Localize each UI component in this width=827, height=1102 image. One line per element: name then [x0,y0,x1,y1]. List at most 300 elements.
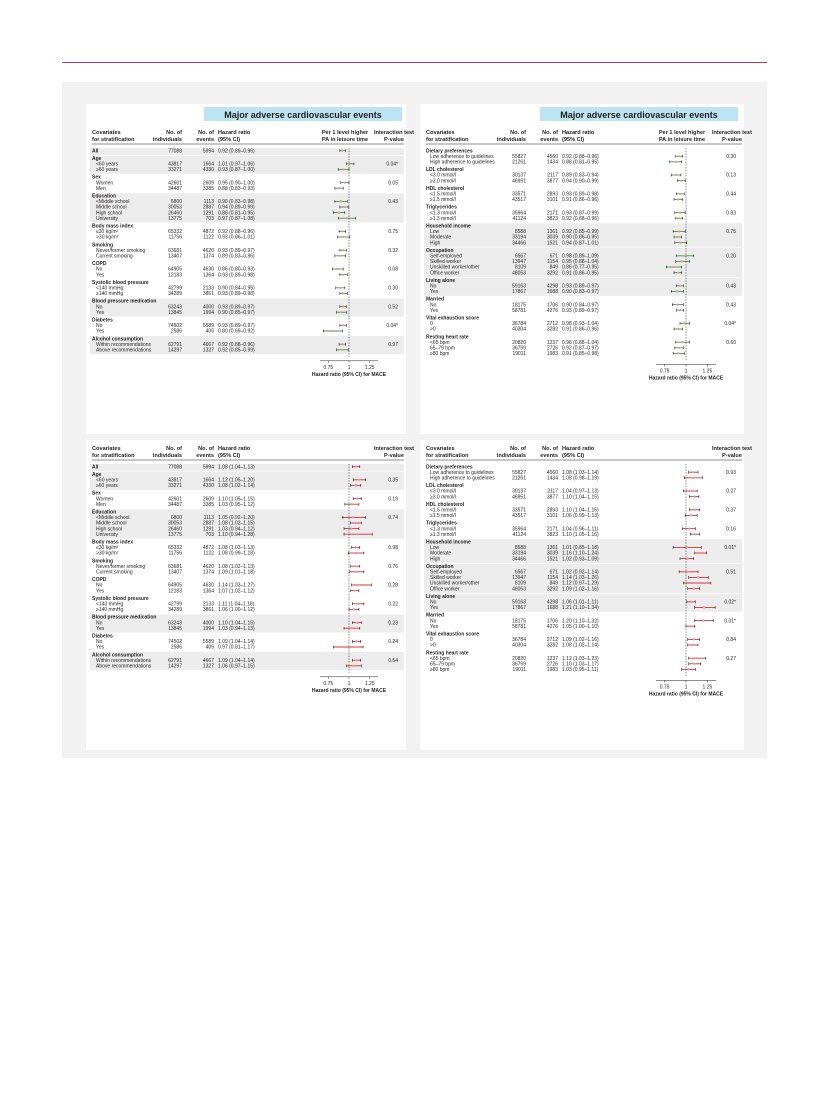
row-events: 4000 [202,304,214,311]
row-events: 2133 [202,601,214,608]
row-hazard-ratio: 1.12 (1.05–1.20) [218,477,255,484]
header-p-value: Interaction test P-value [373,130,415,143]
hr-point [677,352,679,354]
row-events: 1154 [547,575,558,582]
row-hazard-ratio: 0.93 (0.86–1.01) [218,234,255,241]
row-label: No [430,283,437,290]
row-individuals: 33271 [168,483,182,490]
row-hazard-ratio: 1.01 (0.97–1.06) [218,161,255,168]
header-events: No. of events [540,446,558,459]
row-hazard-ratio: 1.10 (1.03–1.17) [562,661,599,668]
row-events: 1237 [546,339,558,346]
row-p-value: 0.28 [388,582,398,589]
group-heading: Diabetes [92,633,113,640]
row-hazard-ratio: 1.12 (1.03–1.23) [562,655,599,662]
row-label: Above recommendations [96,347,152,354]
row-label: Above recommendations [96,663,152,670]
row-events: 4620 [202,563,214,570]
x-tick-label: 1.25 [702,368,713,375]
row-events: 3877 [546,178,558,185]
row-label: High school [96,526,123,533]
row-hazard-ratio: 1.02 (0.92–1.14) [562,569,599,576]
row-label: High adherence to guidelines [430,159,495,166]
hr-point [338,212,340,214]
row-label: Self-employed [430,569,462,576]
hr-point [342,168,344,170]
group-heading: Systolic blood pressure [92,279,149,286]
hr-point [355,565,357,567]
row-events: 2887 [202,204,214,211]
row-p-value: 0.52 [388,304,398,311]
row-events: 5994 [202,464,214,471]
row-hazard-ratio: 1.21 (1.10–1.34) [562,605,599,612]
row-hazard-ratio: 0.95 (0.88–1.04) [562,259,599,266]
row-individuals: 35964 [512,526,526,533]
hr-point [681,260,683,262]
row-p-value: 0.43 [388,199,398,206]
row-label: Men [96,501,106,508]
row-p-value: 0.27 [726,488,736,495]
row-label: 65–79 bpm [430,661,456,668]
row-events: 2893 [546,507,558,514]
row-events: 2171 [546,526,558,533]
hr-point [360,584,362,586]
hr-point [355,522,357,524]
row-individuals: 30053 [168,520,182,527]
row-individuals: 48053 [512,586,526,593]
forest-panel-top-left [86,104,415,434]
row-events: 3385 [202,501,214,508]
hr-point [341,349,343,351]
hr-point [681,341,683,343]
row-events: 3861 [202,607,214,614]
row-label: No [96,620,103,627]
row-hazard-ratio: 1.09 (1.02–1.16) [562,586,599,593]
header-covariates: Covariates for stratification [426,446,469,459]
row-p-value: 0.93 [726,469,736,476]
group-heading: Resting heart rate [426,650,469,657]
row-label: Yes [96,272,105,279]
row-p-value: 0.04* [386,323,398,330]
row-p-value: 0.02* [724,599,736,606]
row-hazard-ratio: 0.88 (0.81–0.95) [562,159,599,166]
row-hazard-ratio: 1.08 (1.02–1.14) [562,642,599,649]
row-label: Skilled worker [430,259,462,266]
row-events: 3039 [546,234,558,241]
hr-point [673,266,675,268]
row-hazard-ratio: 0.89 (0.83–0.96) [218,253,255,260]
row-individuals: 26460 [168,210,182,217]
row-label: Yes [430,307,439,314]
hr-point [676,304,678,306]
row-events: 671 [549,569,558,576]
row-events: 2117 [547,172,558,179]
row-events: 3292 [546,270,558,277]
header-individuals: No. of individuals [152,130,182,143]
x-tick-label: 1.25 [364,364,375,371]
hr-point [344,182,346,184]
hr-point [336,268,338,270]
row-hazard-ratio: 1.06 (1.01–1.11) [562,599,599,606]
row-hazard-ratio: 1.08 (1.02–1.13) [218,563,255,570]
row-p-value: 0.75 [726,229,736,236]
hr-point [355,546,357,548]
row-p-value: 0.51 [726,569,736,576]
row-events: 4872 [202,545,214,552]
row-label: ≥3.0 mmol/l [430,494,456,501]
row-hazard-ratio: 1.08 (0.98–1.19) [562,475,599,482]
header-covariates: Covariates for stratification [426,130,469,143]
row-p-value: 0.83 [726,210,736,217]
row-hazard-ratio: 0.91 (0.86–0.96) [562,197,599,204]
hr-point [355,552,357,554]
row-hazard-ratio: 1.09 (1.04–1.14) [218,639,255,646]
row-individuals: 42799 [168,285,182,292]
hr-point [678,347,680,349]
row-events: 1122 [203,234,214,241]
header-individuals: No. of individuals [152,446,182,459]
row-events: 3823 [546,531,558,538]
hr-point [338,187,340,189]
row-events: 1994 [202,625,214,632]
hr-point [353,665,355,667]
row-hazard-ratio: 1.14 (1.03–1.27) [218,582,255,589]
row-individuals: 33194 [512,550,526,557]
row-label: Yes [96,644,105,651]
row-hazard-ratio: 0.98 (0.89–1.09) [562,253,599,260]
hr-point [687,668,689,670]
hr-point [676,290,678,292]
row-events: 3101 [546,513,558,520]
row-p-value: 0.75 [388,229,398,236]
row-label: High [430,556,441,563]
row-label: Men [96,185,106,192]
row-events: 1706 [546,302,558,309]
row-label: <60 years [96,477,119,484]
header-covariates: Covariates for stratification [92,130,135,143]
row-p-value: 0.30 [388,285,398,292]
row-events: 3282 [546,326,558,333]
row-individuals: 6567 [514,569,526,576]
row-hazard-ratio: 1.04 (0.96–1.11) [562,526,599,533]
row-p-value: 0.08 [388,266,398,273]
row-p-value: 0.32 [388,247,398,254]
group-heading: Sex [92,490,101,497]
row-p-value: 0.37 [726,507,736,514]
row-label: Self-employed [430,253,462,260]
row-events: 4630 [202,266,214,273]
row-individuals: 65332 [168,229,182,236]
row-individuals: 26460 [168,526,182,533]
forest-plot-svg [86,440,415,750]
row-events: 4667 [202,341,214,348]
hr-point [677,198,679,200]
row-events: 2893 [546,191,558,198]
row-events: 2712 [546,321,558,328]
row-hazard-ratio: 0.88 (0.83–0.93) [218,185,255,192]
row-individuals: 40304 [512,642,526,649]
hr-point [354,590,356,592]
row-events: 1521 [546,556,558,563]
row-label: <60 years [96,161,119,168]
group-heading: HDL cholesterol [426,501,465,508]
hr-point [695,657,697,659]
forest-plot-svg [420,440,753,750]
row-hazard-ratio: 0.93 (0.89–0.97) [218,247,255,254]
row-individuals: 13407 [168,253,182,260]
hr-point [678,230,680,232]
row-label: <140 mmHg [96,601,124,608]
row-hazard-ratio: 0.86 (0.80–0.93) [218,266,255,273]
group-heading: LDL cholesterol [426,167,464,174]
row-label: Yes [96,328,105,335]
header-p-value: Interaction test P-value [711,130,753,143]
x-tick-label: 0.75 [659,684,670,691]
group-heading: Living alone [426,593,456,600]
row-individuals: 41124 [512,215,526,222]
row-individuals: 59163 [512,599,526,606]
row-individuals: 63681 [168,247,182,254]
hr-point [350,627,352,629]
row-events: 1113 [203,515,214,522]
row-label: <140 mmHg [96,285,124,292]
row-individuals: 62791 [168,657,182,664]
row-hazard-ratio: 1.06 (0.97–1.15) [218,663,255,670]
row-p-value: 0.27 [726,655,736,662]
hr-point [680,180,682,182]
row-individuals: 18175 [512,302,526,309]
row-hazard-ratio: 0.93 (0.89–0.98) [562,191,599,198]
row-events: 1664 [202,161,214,168]
hr-point [355,640,357,642]
row-individuals: 11756 [168,550,182,557]
group-heading: Dietary preferences [426,464,473,471]
row-individuals: 17867 [512,289,526,296]
row-individuals: 21261 [512,475,526,482]
header-hazard-ratio: Hazard ratio (95% CI) [562,446,595,459]
group-heading: Education [92,193,117,200]
row-events: 2726 [546,661,558,668]
row-hazard-ratio: 0.92 (0.88–0.96) [562,215,599,222]
row-events: 3861 [202,291,214,298]
row-individuals: 12183 [168,588,182,595]
row-label: Yes [430,289,439,296]
forest-panel-top-right [420,104,753,434]
row-label: ≥80 bpm [430,351,450,358]
row-events: 4276 [546,307,558,314]
row-events: 2712 [546,637,558,644]
row-hazard-ratio: 0.91 (0.86–0.96) [562,326,599,333]
row-individuals: 34487 [168,501,182,508]
row-label: <65 bpm [430,655,450,662]
row-individuals: 21261 [512,159,526,166]
group-heading: Vital exhaustion score [426,631,479,638]
header-individuals: No. of individuals [496,130,526,143]
row-individuals: 13845 [168,625,182,632]
row-events: 4560 [546,153,558,160]
row-individuals: 77088 [168,464,182,471]
row-hazard-ratio: 0.91 (0.86–0.95) [562,270,599,277]
row-hazard-ratio: 0.97 (0.81–1.17) [218,644,255,651]
row-label: Office worker [430,586,460,593]
row-individuals: 74502 [168,323,182,330]
row-hazard-ratio: 1.16 (1.10–1.24) [562,550,599,557]
hr-point [679,212,681,214]
row-events: 2117 [547,488,558,495]
group-heading: Systolic blood pressure [92,595,149,602]
row-label: >30 kg/m² [96,550,119,557]
hr-point [355,659,357,661]
row-label: Yes [96,625,105,632]
row-hazard-ratio: 1.08 (1.04–1.13) [218,464,255,471]
row-individuals: 58781 [512,623,526,630]
x-tick-label: 1.25 [702,684,713,691]
x-axis-label: Hazard ratio (95% CI) for MACE [311,687,387,694]
x-tick-label: 0.75 [323,364,334,371]
row-p-value: 0.23 [388,620,398,627]
row-hazard-ratio: 0.94 (0.89–0.99) [218,204,255,211]
group-heading: Education [92,509,117,516]
group-heading: Occupation [426,247,454,254]
row-label: Yes [96,309,105,316]
row-label: ≥60 years [96,483,118,490]
x-tick-label: 1 [684,684,688,691]
row-individuals: 13947 [512,259,526,266]
row-hazard-ratio: 1.01 (0.85–1.18) [562,545,599,552]
x-tick-label: 0.75 [659,368,670,375]
row-label: Never/former smoking [96,563,146,570]
hr-point [342,274,344,276]
row-p-value: 0.84 [726,637,736,644]
row-individuals: 41124 [512,531,526,538]
row-label: No [96,582,103,589]
row-events: 4630 [202,582,214,589]
group-heading: Triglycerides [426,520,457,527]
group-heading: HDL cholesterol [426,185,465,192]
row-events: 1983 [546,667,558,674]
hr-point [675,174,677,176]
row-events: 4620 [202,247,214,254]
row-label: 0 [430,637,433,644]
header-p-value: Interaction test P-value [373,446,415,459]
hr-point [693,509,695,511]
group-heading: All [92,148,99,155]
hr-point [693,638,695,640]
row-label: Within recommendations [96,657,152,664]
row-individuals: 14297 [168,347,182,354]
row-label: High [430,240,441,247]
row-p-value: 0.01* [724,545,736,552]
row-events: 5589 [202,639,214,646]
row-events: 1364 [202,588,214,595]
row-label: Office worker [430,270,460,277]
hr-point [690,601,692,603]
row-events: 1521 [546,240,558,247]
row-hazard-ratio: 1.09 (1.04–1.14) [218,657,255,664]
hr-point [687,558,689,560]
row-hazard-ratio: 0.90 (0.86–0.95) [562,234,599,241]
forest-panel-bottom-right [420,440,753,750]
hr-point [692,477,694,479]
row-hazard-ratio: 0.92 (0.89–0.96) [218,148,255,155]
row-individuals: 13845 [168,309,182,316]
group-heading: Household income [426,223,471,230]
row-p-value: 0.76 [388,563,398,570]
hr-point [355,484,357,486]
row-label: <Middle school [96,515,130,522]
row-events: 405 [205,644,214,651]
row-events: 1364 [202,272,214,279]
group-heading: Married [426,612,445,619]
row-hazard-ratio: 0.94 (0.90–0.99) [562,178,599,185]
row-hazard-ratio: 0.91 (0.85–0.98) [562,351,599,358]
row-individuals: 20820 [512,655,526,662]
row-label: <Middle school [96,199,130,206]
group-heading: Dietary preferences [426,148,473,155]
row-events: 3385 [202,185,214,192]
row-events: 5994 [202,148,214,155]
row-label: Never/former smoking [96,247,146,254]
row-label: 0 [430,321,433,328]
group-heading: COPD [92,261,107,268]
group-heading: Triglycerides [426,204,457,211]
group-heading: COPD [92,577,107,584]
row-individuals: 13775 [168,531,182,538]
row-p-value: 0.44 [726,191,736,198]
row-individuals: 30137 [512,488,526,495]
row-label: <65 bpm [430,339,450,346]
row-hazard-ratio: 0.95 (0.90–1.00) [218,180,255,187]
row-events: 3101 [546,197,558,204]
row-individuals: 36784 [512,637,526,644]
row-individuals: 17867 [512,605,526,612]
row-individuals: 64905 [168,582,182,589]
row-events: 671 [549,253,558,260]
row-events: 2133 [202,285,214,292]
row-hazard-ratio: 1.10 (1.05–1.16) [562,531,599,538]
hr-point [342,306,344,308]
row-events: 4276 [546,623,558,630]
row-individuals: 34289 [168,291,182,298]
row-events: 4000 [202,620,214,627]
row-hazard-ratio: 0.93 (0.89–0.98) [218,291,255,298]
row-individuals: 2586 [170,328,182,335]
hr-point [356,533,358,535]
row-individuals: 36759 [512,345,526,352]
row-hazard-ratio: 0.90 (0.84–0.95) [218,285,255,292]
row-label: Current smoking [96,253,133,260]
row-individuals: 33194 [512,234,526,241]
row-events: 1113 [203,199,214,206]
row-hazard-ratio: 0.90 (0.83–0.98) [218,199,255,206]
row-hazard-ratio: 0.93 (0.87–0.99) [562,210,599,217]
row-events: 3282 [546,642,558,649]
row-label: Women [96,180,114,187]
x-tick-label: 1 [347,680,351,687]
row-p-value: 0.30 [726,153,736,160]
row-individuals: 40304 [512,326,526,333]
row-label: High adherence to guidelines [430,475,495,482]
hr-point [342,324,344,326]
row-individuals: 12183 [168,272,182,279]
row-label: ≤30 kg/m² [96,545,119,552]
row-hazard-ratio: 1.10 (1.04–1.16) [562,507,599,514]
hr-point [690,514,692,516]
hr-point [683,255,685,257]
hr-point [355,466,357,468]
row-label: ≤30 kg/m² [96,229,119,236]
row-hazard-ratio: 1.09 (1.02–1.16) [562,637,599,644]
